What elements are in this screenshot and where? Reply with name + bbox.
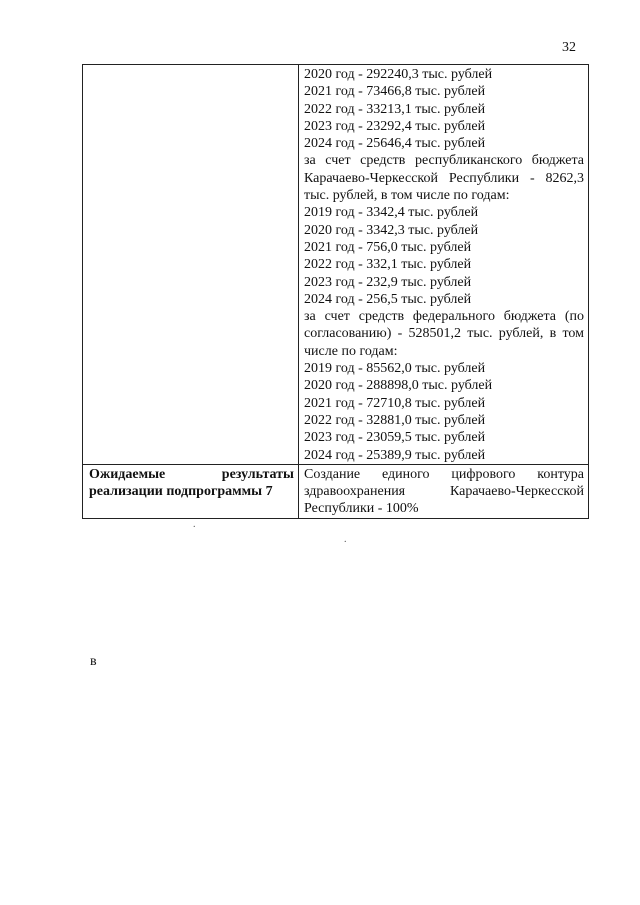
expected-results-text: Создание единого цифрового контура здравоохранения Карачаево-Черкесской Республики - 100% xyxy=(304,466,584,517)
republic-year-line: 2019 год - 3342,4 тыс. рублей xyxy=(304,205,479,221)
table-row-expected-results xyxy=(83,464,589,518)
federal-year-line: 2024 год - 25389,9 тыс. рублей xyxy=(304,447,486,463)
republic-year-line: 2023 год - 232,9 тыс. рублей xyxy=(304,274,472,290)
federal-budget-years xyxy=(304,360,584,464)
scan-speck: . xyxy=(193,519,196,530)
federal-year-line: 2022 год - 32881,0 тыс. рублей xyxy=(304,412,486,428)
federal-budget-paragraph: за счет средств федерального бюджета (по согласованию) - 528501,2 тыс. рублей, в том числе по годам: xyxy=(304,309,584,359)
republic-year-line: 2020 год - 3342,3 тыс. рублей xyxy=(304,222,479,238)
federal-year-line: 2023 год - 23059,5 тыс. рублей xyxy=(304,430,486,446)
funding-total-years xyxy=(304,66,584,152)
federal-year-line: 2019 год - 85562,0 тыс. рублей xyxy=(304,361,486,377)
federal-year-line: 2021 год - 72710,8 тыс. рублей xyxy=(304,395,486,411)
page-number: 32 xyxy=(562,40,576,55)
republic-year-line: 2024 год - 256,5 тыс. рублей xyxy=(304,291,472,307)
republic-year-line: 2021 год - 756,0 тыс. рублей xyxy=(304,239,472,255)
funding-year-line: 2023 год - 23292,4 тыс. рублей xyxy=(304,118,486,134)
funding-year-line: 2024 год - 25646,4 тыс. рублей xyxy=(304,136,486,152)
republic-budget-years xyxy=(304,204,584,308)
funding-label-cell xyxy=(83,65,299,465)
table-row-funding xyxy=(83,65,589,465)
funding-year-line: 2020 год - 292240,3 тыс. рублей xyxy=(304,67,493,82)
subprogram-passport-table xyxy=(82,64,589,519)
funding-year-line: 2021 год - 73466,8 тыс. рублей xyxy=(304,84,486,100)
stray-letter: в xyxy=(90,654,97,669)
funding-year-line: 2022 год - 33213,1 тыс. рублей xyxy=(304,101,486,117)
funding-values-cell xyxy=(299,65,589,465)
expected-results-value xyxy=(299,464,589,518)
federal-year-line: 2020 год - 288898,0 тыс. рублей xyxy=(304,378,493,394)
expected-results-label: Ожидаемые результаты реализации подпрограммы 7 xyxy=(83,464,299,518)
republic-year-line: 2022 год - 332,1 тыс. рублей xyxy=(304,257,472,273)
republic-budget-paragraph: за счет средств республиканского бюджета Карачаево-Черкесской Республики - 8262,3 тыс. рублей, в том числе по годам: xyxy=(304,153,584,204)
scan-speck: . xyxy=(344,534,347,545)
